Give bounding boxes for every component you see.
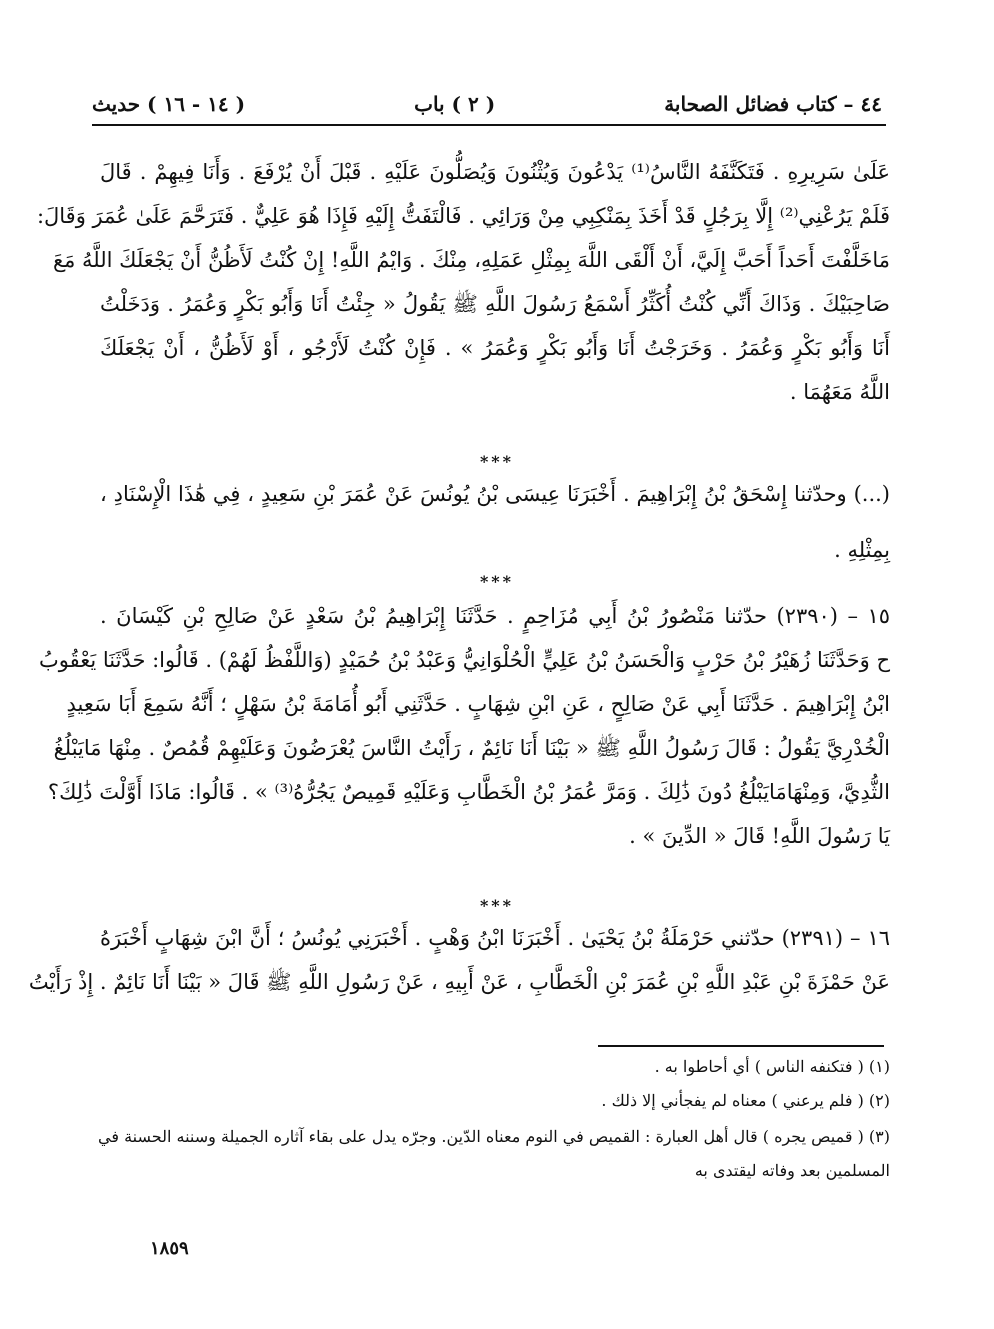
header-hadith-range: ( ١٤ - ١٦ ) حديث [92, 92, 246, 116]
running-header [92, 88, 882, 120]
text-line: بِمِثْلِهِ . [834, 538, 890, 562]
text-line: أَنَا وَأَبُو بَكْرٍ وَعُمَرُ . وَخَرَجْتُ أَنَا وَأَبُو بَكْرٍ وَعُمَرُ » . فَإِنْ كُنْتُ لَأَرْجُو ، أَوْ لَأَظُنُّ ، أَنْ يَجْعَلَكَ [100, 336, 890, 360]
page-number: ١٨٥٩ [150, 1238, 189, 1259]
section-separator: *** [479, 572, 515, 591]
text-line: عَلَىٰ سَرِيرِهِ . فَتَكَنَّفَهُ النَّاسُ⁽¹⁾ يَدْعُونَ وَيُثْنُونَ وَيُصَلُّونَ عَلَيْهِ . قَبْلَ أَنْ يُرْفَعَ . وَأَنَا فِيهِمْ . قَالَ [100, 160, 890, 184]
text-line: الثُّدِيَّ، وَمِنْهَامَايَبْلُغُ دُونَ ذَٰلِكَ . وَمَرَّ عُمَرُ بْنُ الْخَطَّابِ وَعَلَيْهِ قَمِيصٌ يَجُرُّهُ⁽³⁾ » . قَالُوا: مَاذَا أَوَّلْتَ ذَٰلِكَ؟ [47, 780, 890, 804]
text-line: يَا رَسُولَ اللَّهِ! قَالَ « الدِّينَ » . [629, 824, 890, 848]
header-chapter: ( ٢ ) باب [414, 92, 496, 116]
footnote-3: (٣) ( قميص يجره ) قال أهل العبارة : القميص في النوم معناه الدّين. وجرّه يدل على بقاء آثاره الجميلة وسننه الحسنة في [98, 1127, 890, 1146]
section-separator: *** [479, 896, 515, 915]
header-divider [92, 124, 886, 126]
text-line: اللَّهُ مَعَهُمَا . [789, 380, 890, 404]
text-line: ١٦ – (٢٣٩١) حدّثني حَرْمَلَةُ بْنُ يَحْيَىٰ . أَخْبَرَنَا ابْنُ وَهْبٍ . أَخْبَرَنِي يُونُسُ ؛ أَنَّ ابْنَ شِهَابٍ أَخْبَرَهُ [100, 926, 890, 950]
text-line: عَنْ حَمْزَةَ بْنِ عَبْدِ اللَّهِ بْنِ عُمَرَ بْنِ الْخَطَّابِ ، عَنْ أَبِيهِ ، عَنْ رَسُولِ اللَّهِ ﷺ قَالَ « بَيْنَا أَنَا نَائِمٌ . إِذْ رَأَيْتُ [28, 970, 890, 994]
text-line: فَلَمْ يَرُعْنِي⁽²⁾ إِلَّا بِرَجُلٍ قَدْ أَخَذَ بِمَنْكِبِي مِنْ وَرَائِي . فَالْتَفَتُّ إِلَيْهِ فَإِذَا هُوَ عَلِيٌّ . فَتَرَحَّمَ عَلَىٰ عُمَرَ وَقَالَ: [36, 204, 890, 228]
text-line: ١٥ – (٢٣٩٠) حدّثنا مَنْصُورُ بْنُ أَبِي مُزَاحِمٍ . حَدَّثَنَا إِبْرَاهِيمُ بْنُ سَعْدٍ عَنْ صَالِحِ بْنِ كَيْسَانَ . [100, 604, 890, 628]
footnote-divider [598, 1045, 884, 1047]
footnote-1: (١) ( فتكنفه الناس ) أي أحاطوا به . [654, 1057, 890, 1076]
section-separator: *** [479, 452, 515, 471]
text-line: مَاخَلَّفْتَ أَحَداً أَحَبَّ إِلَيَّ، أَنْ أَلْقَى اللَّهَ بِمِثْلِ عَمَلِهِ، مِنْكَ . وَايْمُ اللَّهِ! إِنْ كُنْتُ لَأَظُنُّ أَنْ يَجْعَلَكَ اللَّهُ مَعَ [52, 248, 890, 272]
header-book-title: ٤٤ – كتاب فضائل الصحابة [664, 92, 882, 116]
text-line: الْخُدْرِيَّ يَقُولُ : قَالَ رَسُولُ اللَّهِ ﷺ « بَيْنَا أَنَا نَائِمٌ ، رَأَيْتُ النَّاسَ يُعْرَضُونَ وَعَلَيْهِمْ قُمُصٌ . مِنْهَا مَايَبْلُغُ [53, 736, 890, 760]
footnote-2: (٢) ( فلم يرعني ) معناه لم يفجأني إلا ذلك . [601, 1091, 890, 1110]
text-line: ح وَحَدَّثَنَا زُهَيْرُ بْنُ حَرْبٍ وَالْحَسَنُ بْنُ عَلِيٍّ الْحُلْوَانِيُّ وَعَبْدُ بْنُ حُمَيْدٍ (وَاللَّفْظُ لَهُمْ) . قَالُوا: حَدَّثَنَا يَعْقُوبُ [38, 648, 890, 672]
text-line: صَاحِبَيْكَ . وَذَاكَ أَنِّي كُنْتُ أُكَثِّرُ أَسْمَعُ رَسُولَ اللَّهِ ﷺ يَقُولُ « جِئْتُ أَنَا وَأَبُو بَكْرٍ وَعُمَرُ . وَدَخَلْتُ [100, 292, 890, 316]
text-line: ابْنُ إِبْرَاهِيمَ . حَدَّثَنَا أَبِي عَنْ صَالِحٍ ، عَنِ ابْنِ شِهَابٍ . حَدَّثَنِي أَبُو أُمَامَةَ بْنُ سَهْلٍ ؛ أَنَّهُ سَمِعَ أَبَا سَعِيدٍ [66, 692, 890, 716]
footnote-3-continued: المسلمين بعد وفاته ليقتدى به [694, 1161, 890, 1180]
text-line: (...) وحدّثنا إِسْحَقُ بْنُ إِبْرَاهِيمَ . أَخْبَرَنَا عِيسَى بْنُ يُونُسَ عَنْ عُمَرَ بْنِ سَعِيدٍ ، فِي هَٰذَا الْإِسْنَادِ ، [100, 482, 890, 506]
